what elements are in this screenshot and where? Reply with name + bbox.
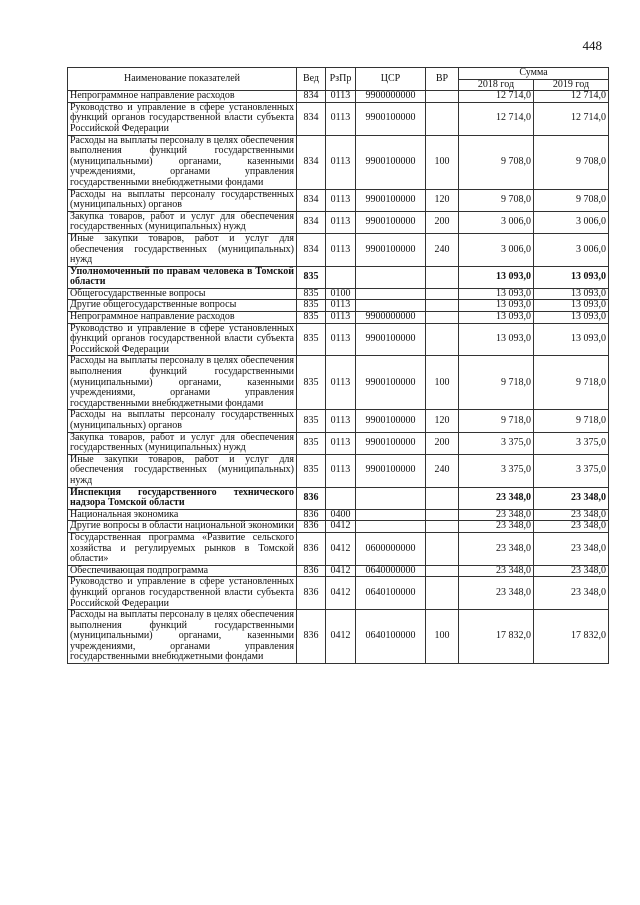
cell-s2019: 23 348,0 [534, 521, 609, 533]
cell-name: Расходы на выплаты персоналу в целях обеспечения выполнения функций государственными (муниципальными) органами, казенными учреждениями, органами управления государственными внебюджетными фондами [68, 135, 297, 189]
cell-vr [426, 565, 459, 577]
cell-s2018: 9 708,0 [459, 135, 534, 189]
cell-s2018: 23 348,0 [459, 577, 534, 610]
cell-vr [426, 487, 459, 509]
cell-rzpr: 0412 [326, 521, 356, 533]
cell-vr: 120 [426, 410, 459, 432]
cell-csr: 9900000000 [356, 312, 426, 324]
cell-vr [426, 312, 459, 324]
cell-csr: 0600000000 [356, 532, 426, 565]
cell-name: Расходы на выплаты персоналу в целях обеспечения выполнения функций государственными (муниципальными) органами, казенными учреждениями, органами управления государственными внебюджетными фондами [68, 356, 297, 410]
cell-rzpr: 0412 [326, 532, 356, 565]
table-row [68, 211, 609, 233]
cell-rzpr: 0400 [326, 509, 356, 521]
cell-ved: 836 [297, 565, 326, 577]
table-row [68, 323, 609, 356]
cell-s2018: 9 718,0 [459, 410, 534, 432]
cell-s2019: 3 006,0 [534, 233, 609, 266]
table-row [68, 610, 609, 664]
cell-s2019: 13 093,0 [534, 312, 609, 324]
cell-rzpr: 0113 [326, 135, 356, 189]
cell-s2018: 9 708,0 [459, 189, 534, 211]
cell-s2019: 9 708,0 [534, 189, 609, 211]
table-row [68, 565, 609, 577]
cell-csr: 9900100000 [356, 211, 426, 233]
cell-ved: 834 [297, 91, 326, 103]
table-row [68, 189, 609, 211]
cell-ved: 836 [297, 509, 326, 521]
header-2018: 2018 год [459, 79, 534, 91]
cell-s2018: 12 714,0 [459, 102, 534, 135]
cell-rzpr: 0113 [326, 189, 356, 211]
cell-csr: 9900100000 [356, 410, 426, 432]
cell-ved: 836 [297, 532, 326, 565]
cell-vr [426, 521, 459, 533]
cell-csr [356, 521, 426, 533]
cell-csr: 9900100000 [356, 189, 426, 211]
cell-ved: 836 [297, 487, 326, 509]
table-row [68, 487, 609, 509]
cell-name: Расходы на выплаты персоналу государственных (муниципальных) органов [68, 189, 297, 211]
cell-name: Иные закупки товаров, работ и услуг для обеспечения государственных (муниципальных) нужд [68, 454, 297, 487]
cell-ved: 836 [297, 610, 326, 664]
cell-name: Закупка товаров, работ и услуг для обеспечения государственных (муниципальных) нужд [68, 211, 297, 233]
cell-ved: 835 [297, 454, 326, 487]
cell-s2019: 23 348,0 [534, 577, 609, 610]
cell-s2018: 13 093,0 [459, 323, 534, 356]
cell-s2018: 3 375,0 [459, 432, 534, 454]
cell-s2019: 9 718,0 [534, 410, 609, 432]
cell-ved: 835 [297, 288, 326, 300]
cell-csr [356, 266, 426, 288]
cell-s2018: 3 375,0 [459, 454, 534, 487]
cell-csr: 9900100000 [356, 432, 426, 454]
cell-csr [356, 509, 426, 521]
cell-s2018: 13 093,0 [459, 288, 534, 300]
cell-rzpr: 0113 [326, 91, 356, 103]
cell-ved: 834 [297, 233, 326, 266]
table-row [68, 135, 609, 189]
cell-rzpr: 0113 [326, 356, 356, 410]
cell-vr [426, 577, 459, 610]
cell-vr: 100 [426, 135, 459, 189]
cell-vr [426, 323, 459, 356]
cell-name: Другие общегосударственные вопросы [68, 300, 297, 312]
cell-vr [426, 509, 459, 521]
cell-rzpr: 0113 [326, 323, 356, 356]
cell-s2019: 3 375,0 [534, 432, 609, 454]
page-number: 448 [582, 38, 602, 53]
cell-s2019: 13 093,0 [534, 323, 609, 356]
table-row [68, 300, 609, 312]
cell-ved: 834 [297, 211, 326, 233]
cell-vr [426, 532, 459, 565]
cell-rzpr: 0412 [326, 565, 356, 577]
cell-ved: 836 [297, 521, 326, 533]
table-row [68, 102, 609, 135]
cell-name: Руководство и управление в сфере установленных функций органов государственной власти субъекта Российской Федерации [68, 102, 297, 135]
cell-name: Закупка товаров, работ и услуг для обеспечения государственных (муниципальных) нужд [68, 432, 297, 454]
header-row [68, 68, 609, 80]
cell-csr: 9900100000 [356, 135, 426, 189]
cell-rzpr: 0113 [326, 410, 356, 432]
cell-csr: 9900000000 [356, 91, 426, 103]
cell-name: Непрограммное направление расходов [68, 312, 297, 324]
cell-s2019: 17 832,0 [534, 610, 609, 664]
cell-name: Непрограммное направление расходов [68, 91, 297, 103]
table-row [68, 410, 609, 432]
cell-s2019: 12 714,0 [534, 102, 609, 135]
cell-csr [356, 300, 426, 312]
cell-name: Общегосударственные вопросы [68, 288, 297, 300]
cell-name: Уполномоченный по правам человека в Томской области [68, 266, 297, 288]
cell-s2019: 23 348,0 [534, 509, 609, 521]
cell-ved: 835 [297, 312, 326, 324]
cell-vr [426, 102, 459, 135]
cell-rzpr: 0113 [326, 102, 356, 135]
cell-ved: 835 [297, 432, 326, 454]
header-ved: Вед [297, 68, 326, 91]
cell-csr [356, 288, 426, 300]
cell-csr: 9900100000 [356, 454, 426, 487]
cell-s2019: 9 708,0 [534, 135, 609, 189]
cell-csr: 0640000000 [356, 565, 426, 577]
cell-name: Другие вопросы в области национальной экономики [68, 521, 297, 533]
cell-name: Руководство и управление в сфере установленных функций органов государственной власти субъекта Российской Федерации [68, 577, 297, 610]
cell-s2019: 23 348,0 [534, 532, 609, 565]
cell-s2018: 13 093,0 [459, 312, 534, 324]
cell-s2019: 12 714,0 [534, 91, 609, 103]
cell-csr: 0640100000 [356, 577, 426, 610]
cell-ved: 835 [297, 266, 326, 288]
cell-rzpr: 0113 [326, 312, 356, 324]
cell-vr: 200 [426, 432, 459, 454]
cell-rzpr: 0412 [326, 577, 356, 610]
table-row [68, 233, 609, 266]
cell-ved: 834 [297, 135, 326, 189]
cell-ved: 836 [297, 577, 326, 610]
cell-name: Иные закупки товаров, работ и услуг для обеспечения государственных (муниципальных) нужд [68, 233, 297, 266]
cell-vr: 240 [426, 233, 459, 266]
header-rzpr: РзПр [326, 68, 356, 91]
cell-rzpr [326, 487, 356, 509]
cell-csr: 9900100000 [356, 356, 426, 410]
table-row [68, 288, 609, 300]
cell-vr: 100 [426, 610, 459, 664]
cell-ved: 835 [297, 410, 326, 432]
cell-name: Национальная экономика [68, 509, 297, 521]
cell-rzpr: 0100 [326, 288, 356, 300]
cell-s2019: 13 093,0 [534, 288, 609, 300]
cell-csr [356, 487, 426, 509]
cell-vr: 100 [426, 356, 459, 410]
table-row [68, 577, 609, 610]
cell-s2018: 17 832,0 [459, 610, 534, 664]
header-2019: 2019 год [534, 79, 609, 91]
cell-s2018: 23 348,0 [459, 509, 534, 521]
cell-rzpr: 0113 [326, 432, 356, 454]
cell-s2018: 13 093,0 [459, 266, 534, 288]
cell-ved: 835 [297, 356, 326, 410]
cell-s2018: 12 714,0 [459, 91, 534, 103]
table-row [68, 266, 609, 288]
cell-rzpr: 0412 [326, 610, 356, 664]
budget-table [67, 67, 609, 664]
cell-name: Государственная программа «Развитие сельского хозяйства и регулируемых рынков в Томской области» [68, 532, 297, 565]
header-name: Наименование показателей [68, 68, 297, 91]
table-row [68, 454, 609, 487]
cell-ved: 835 [297, 323, 326, 356]
cell-s2018: 3 006,0 [459, 211, 534, 233]
table-row [68, 432, 609, 454]
cell-s2019: 3 375,0 [534, 454, 609, 487]
cell-vr [426, 266, 459, 288]
table-row [68, 91, 609, 103]
cell-s2018: 3 006,0 [459, 233, 534, 266]
header-vr: ВР [426, 68, 459, 91]
cell-name: Расходы на выплаты персоналу в целях обеспечения выполнения функций государственными (муниципальными) органами, казенными учреждениями, органами управления государственными внебюджетными фондами [68, 610, 297, 664]
cell-vr [426, 300, 459, 312]
table-row [68, 356, 609, 410]
cell-s2019: 9 718,0 [534, 356, 609, 410]
cell-csr: 9900100000 [356, 323, 426, 356]
cell-name: Расходы на выплаты персоналу государственных (муниципальных) органов [68, 410, 297, 432]
cell-name: Инспекция государственного технического надзора Томской области [68, 487, 297, 509]
table-row [68, 312, 609, 324]
cell-csr: 9900100000 [356, 102, 426, 135]
cell-ved: 834 [297, 102, 326, 135]
header-sum: Сумма [459, 68, 609, 80]
cell-name: Обеспечивающая подпрограмма [68, 565, 297, 577]
cell-rzpr: 0113 [326, 454, 356, 487]
cell-rzpr: 0113 [326, 233, 356, 266]
cell-s2018: 23 348,0 [459, 521, 534, 533]
cell-s2019: 13 093,0 [534, 266, 609, 288]
cell-name: Руководство и управление в сфере установленных функций органов государственной власти субъекта Российской Федерации [68, 323, 297, 356]
cell-rzpr: 0113 [326, 300, 356, 312]
cell-s2018: 23 348,0 [459, 532, 534, 565]
cell-vr: 200 [426, 211, 459, 233]
cell-vr [426, 288, 459, 300]
header-csr: ЦСР [356, 68, 426, 91]
cell-ved: 835 [297, 300, 326, 312]
cell-csr: 9900100000 [356, 233, 426, 266]
cell-s2018: 9 718,0 [459, 356, 534, 410]
cell-s2018: 23 348,0 [459, 565, 534, 577]
cell-rzpr [326, 266, 356, 288]
table-row [68, 509, 609, 521]
cell-rzpr: 0113 [326, 211, 356, 233]
cell-vr [426, 91, 459, 103]
cell-s2019: 23 348,0 [534, 487, 609, 509]
cell-ved: 834 [297, 189, 326, 211]
cell-s2019: 13 093,0 [534, 300, 609, 312]
cell-s2019: 23 348,0 [534, 565, 609, 577]
cell-csr: 0640100000 [356, 610, 426, 664]
cell-s2019: 3 006,0 [534, 211, 609, 233]
table-row [68, 521, 609, 533]
cell-s2018: 23 348,0 [459, 487, 534, 509]
cell-vr: 240 [426, 454, 459, 487]
table-row [68, 532, 609, 565]
cell-vr: 120 [426, 189, 459, 211]
cell-s2018: 13 093,0 [459, 300, 534, 312]
